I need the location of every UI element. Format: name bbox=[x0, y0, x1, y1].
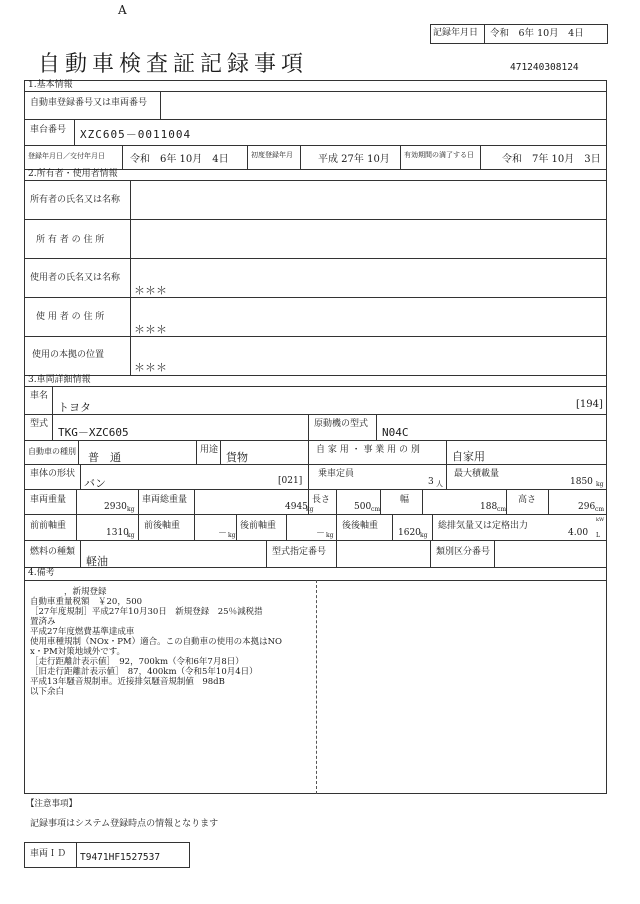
gross-unit: kg bbox=[306, 506, 314, 513]
remark-line: ［27年度規制］平成27年10月30日 新規登録 25％減税措 bbox=[30, 607, 263, 617]
height-unit: cm bbox=[595, 506, 605, 513]
user-address-value: ＊＊＊ bbox=[134, 323, 167, 336]
use-label: 用途 bbox=[200, 445, 219, 455]
chassis-value: XZC605－0011004 bbox=[80, 128, 192, 141]
displacement-value: 4.00 bbox=[568, 528, 589, 538]
user-address-label: 使 用 者 の 住 所 bbox=[36, 312, 105, 322]
remark-line: 平成13年騒音規制車。近接排気騒音規制値 98dB bbox=[30, 677, 225, 687]
reg-date-label: 登録年月日／交付年月日 bbox=[28, 152, 105, 160]
remark-line: ［走行距離計表示値］ 92，700km（令和6年7月8日） bbox=[30, 657, 244, 667]
kind-value: 普 通 bbox=[88, 451, 121, 464]
max-load-unit: kg bbox=[596, 481, 604, 488]
vehicle-id-label: 車両ＩＤ bbox=[30, 849, 67, 859]
rf-axle-value: － bbox=[316, 529, 326, 539]
maker-label: 車名 bbox=[30, 391, 49, 401]
model-label: 型式 bbox=[30, 419, 49, 429]
chassis-label: 車台番号 bbox=[30, 125, 67, 135]
document-title: 自動車検査証記録事項 bbox=[38, 52, 309, 77]
remark-line: 置済み bbox=[30, 617, 56, 627]
remark-line: 以下余白 bbox=[30, 687, 65, 697]
record-date-value: 令和 6年 10月 4日 bbox=[490, 28, 584, 39]
header-mark: A bbox=[118, 3, 127, 17]
vehicle-id-value: T9471HF1527537 bbox=[80, 852, 161, 863]
length-value: 500 bbox=[354, 502, 372, 512]
capacity-label: 乗車定員 bbox=[318, 469, 355, 479]
user-name-label: 使用者の氏名又は名称 bbox=[30, 273, 121, 283]
purpose-value: 自家用 bbox=[452, 450, 485, 463]
body-value: バン bbox=[84, 477, 106, 490]
type-num-label: 型式指定番号 bbox=[272, 547, 327, 557]
weight-unit: kg bbox=[127, 506, 135, 513]
height-label: 高さ bbox=[518, 495, 537, 505]
ff-axle-unit: kg bbox=[127, 532, 135, 539]
reg-number-label: 自動車登録番号又は車両番号 bbox=[30, 98, 148, 108]
remark-line: 平成27年度燃費基準達成車 bbox=[30, 627, 135, 637]
maker-code: [194] bbox=[576, 399, 603, 410]
rf-axle-unit: kg bbox=[326, 532, 334, 539]
width-value: 188 bbox=[480, 502, 498, 512]
use-value: 貨物 bbox=[226, 451, 248, 464]
length-label: 長さ bbox=[312, 495, 331, 505]
height-value: 296 bbox=[578, 502, 596, 512]
document-number: 471240308124 bbox=[510, 62, 579, 73]
section3-heading: 3.車両詳細情報 bbox=[28, 375, 91, 385]
fuel-label: 燃料の種類 bbox=[30, 547, 76, 557]
rr-axle-value: 1620 bbox=[398, 528, 421, 538]
rf-axle-label: 後前軸重 bbox=[240, 521, 277, 531]
reg-date-value: 令和 6年 10月 4日 bbox=[130, 154, 229, 165]
gross-value: 4945 bbox=[285, 502, 308, 512]
max-load-value: 1850 bbox=[570, 477, 593, 487]
owner-name-label: 所有者の氏名又は名称 bbox=[30, 195, 121, 205]
engine-label: 原動機の型式 bbox=[314, 419, 369, 429]
max-load-label: 最大積載量 bbox=[454, 469, 500, 479]
section1-heading: 1.基本情報 bbox=[28, 80, 73, 90]
ff-axle-label: 前前軸重 bbox=[30, 521, 67, 531]
width-unit: cm bbox=[497, 506, 507, 513]
remark-line: 自動車重量税額 ￥20，500 bbox=[30, 597, 143, 607]
expiry-value: 令和 7年 10月 3日 bbox=[502, 154, 601, 165]
rr-axle-unit: kg bbox=[420, 532, 428, 539]
displacement-unit-bottom: L bbox=[596, 532, 600, 539]
base-label: 使用の本拠の位置 bbox=[32, 350, 105, 360]
body-code: [021] bbox=[278, 476, 303, 486]
capacity-unit: 人 bbox=[436, 480, 443, 488]
remark-line: ［旧走行距離計表示値］ 87，400km（令和5年10月4日） bbox=[30, 667, 258, 677]
kind-label: 自動車の種別 bbox=[28, 447, 76, 456]
weight-value: 2930 bbox=[104, 502, 127, 512]
record-date-label: 記録年月日 bbox=[433, 28, 479, 38]
expiry-label: 有効期間の満了する日 bbox=[404, 151, 474, 159]
body-label: 車体の形状 bbox=[30, 469, 76, 479]
ff-axle-value: 1310 bbox=[106, 528, 129, 538]
user-name-value: ＊＊＊ bbox=[134, 284, 167, 297]
width-label: 幅 bbox=[400, 495, 410, 505]
fr-axle-label: 前後軸重 bbox=[144, 521, 181, 531]
remarks-divider bbox=[316, 580, 317, 794]
weight-label: 車両重量 bbox=[30, 495, 67, 505]
fuel-value: 軽油 bbox=[86, 555, 108, 568]
length-unit: cm bbox=[371, 506, 381, 513]
notes-text: 記録事項はシステム登録時点の情報となります bbox=[30, 819, 219, 829]
fr-axle-unit: kg bbox=[228, 532, 236, 539]
remark-line: x・PM対策地域外です。 bbox=[30, 647, 126, 657]
remark-line: 使用車種規制（NOx・PM）適合。この自動車の使用の本拠はNO bbox=[30, 637, 283, 647]
capacity-value: 3 bbox=[428, 477, 434, 487]
base-value: ＊＊＊ bbox=[134, 361, 167, 374]
maker-value: トヨタ bbox=[58, 401, 91, 414]
displacement-label: 総排気量又は定格出力 bbox=[438, 521, 529, 531]
displacement-unit-top: kW bbox=[596, 517, 605, 523]
first-reg-value: 平成 27年 10月 bbox=[318, 154, 390, 165]
model-value: TKG－XZC605 bbox=[58, 426, 129, 439]
notes-heading: 【注意事項】 bbox=[26, 799, 78, 809]
section4-heading: 4.備考 bbox=[28, 568, 55, 578]
purpose-label: 自 家 用 ・ 事 業 用 の 別 bbox=[316, 445, 420, 455]
rr-axle-label: 後後軸重 bbox=[342, 521, 379, 531]
gross-label: 車両総重量 bbox=[142, 495, 188, 505]
engine-value: N04C bbox=[382, 426, 409, 439]
first-reg-label: 初度登録年月 bbox=[251, 151, 293, 159]
owner-address-label: 所 有 者 の 住 所 bbox=[36, 235, 105, 245]
remark-line: ，新規登録 bbox=[30, 587, 107, 597]
section2-heading: 2.所有者・使用者情報 bbox=[28, 169, 118, 179]
class-num-label: 類別区分番号 bbox=[436, 547, 491, 557]
fr-axle-value: － bbox=[218, 529, 228, 539]
